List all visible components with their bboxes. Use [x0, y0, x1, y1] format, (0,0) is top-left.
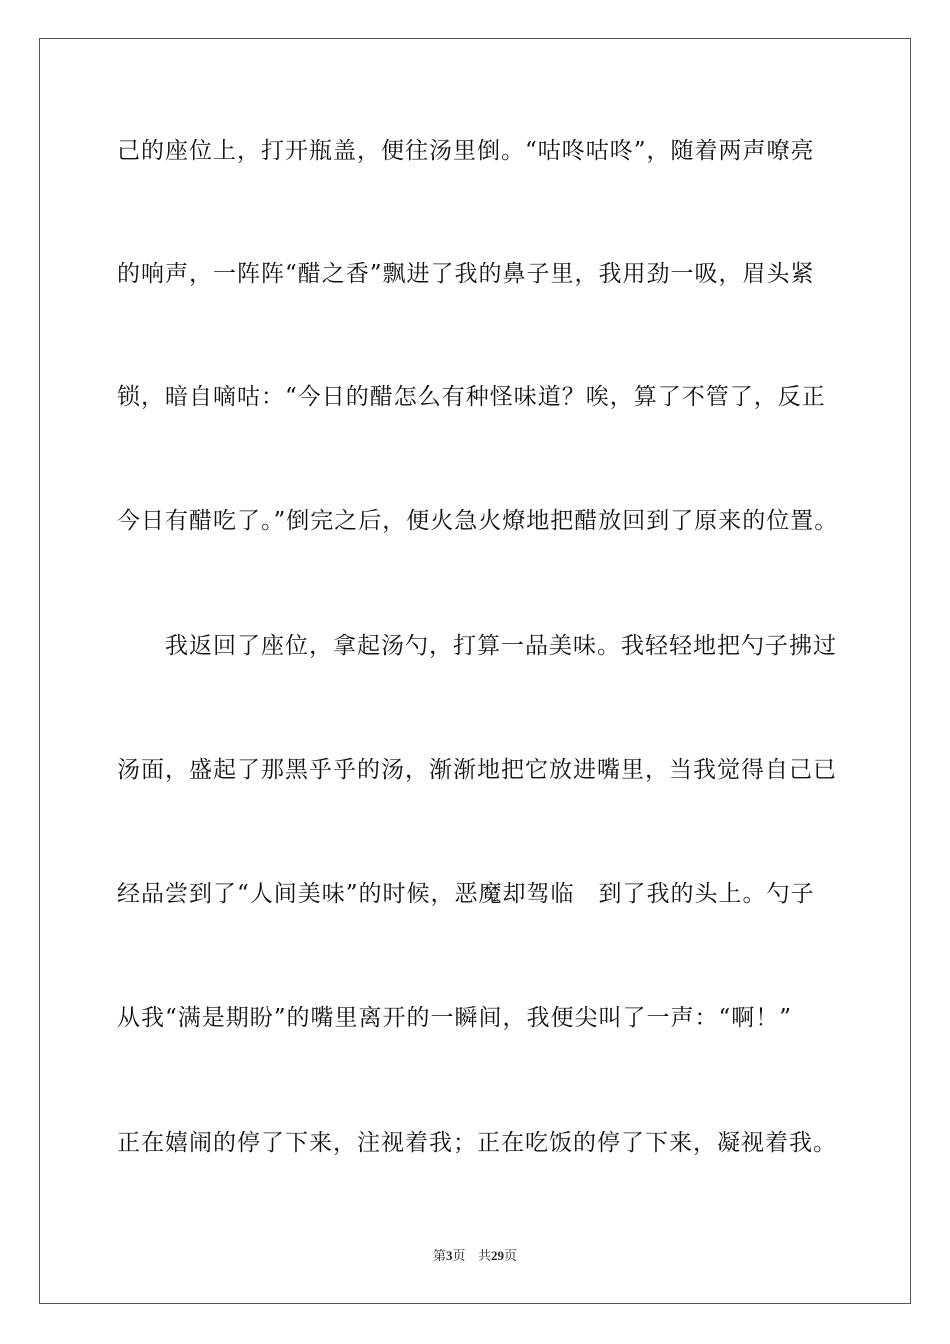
text-line-3: 锁，暗自嘀咕：“今日的醋怎么有种怪味道？唉，算了不管了，反正 [117, 384, 826, 410]
text-line-9: 正在嬉闹的停了下来，注视着我；正在吃饭的停了下来，凝视着我。 [117, 1130, 837, 1156]
footer-total-prefix: 共 [477, 1249, 491, 1264]
footer-total-suffix: 页 [503, 1249, 517, 1264]
page-footer [0, 1248, 950, 1265]
text-line-4: 今日有醋吃了。”倒完之后，便火急火燎地把醋放回到了原来的位置。 [117, 508, 839, 534]
page-border [39, 38, 911, 1304]
footer-page-prefix: 第 [433, 1249, 447, 1264]
text-line-7: 经品尝到了“人间美味”的时候，恶魔却驾临 到了我的头上。勺子 [117, 881, 815, 907]
footer-total-pages: 29 [490, 1248, 504, 1263]
footer-page-suffix: 页 [452, 1249, 466, 1264]
text-line-8: 从我“满是期盼”的嘴里离开的一瞬间，我便尖叫了一声：“啊！” [117, 1005, 793, 1031]
text-line-6: 汤面，盛起了那黑乎乎的汤，渐渐地把它放进嘴里，当我觉得自己已 [117, 757, 837, 783]
text-line-2: 的响声，一阵阵“醋之香”飘进了我的鼻子里，我用劲一吸，眉头紧 [117, 261, 815, 287]
text-line-1: 己的座位上，打开瓶盖，便往汤里倒。“咕咚咕咚”，随着两声嘹亮 [117, 138, 815, 164]
footer-page-number: 3 [446, 1248, 453, 1263]
text-line-5: 我返回了座位，拿起汤勺，打算一品美味。我轻轻地把勺子拂过 [117, 633, 837, 659]
